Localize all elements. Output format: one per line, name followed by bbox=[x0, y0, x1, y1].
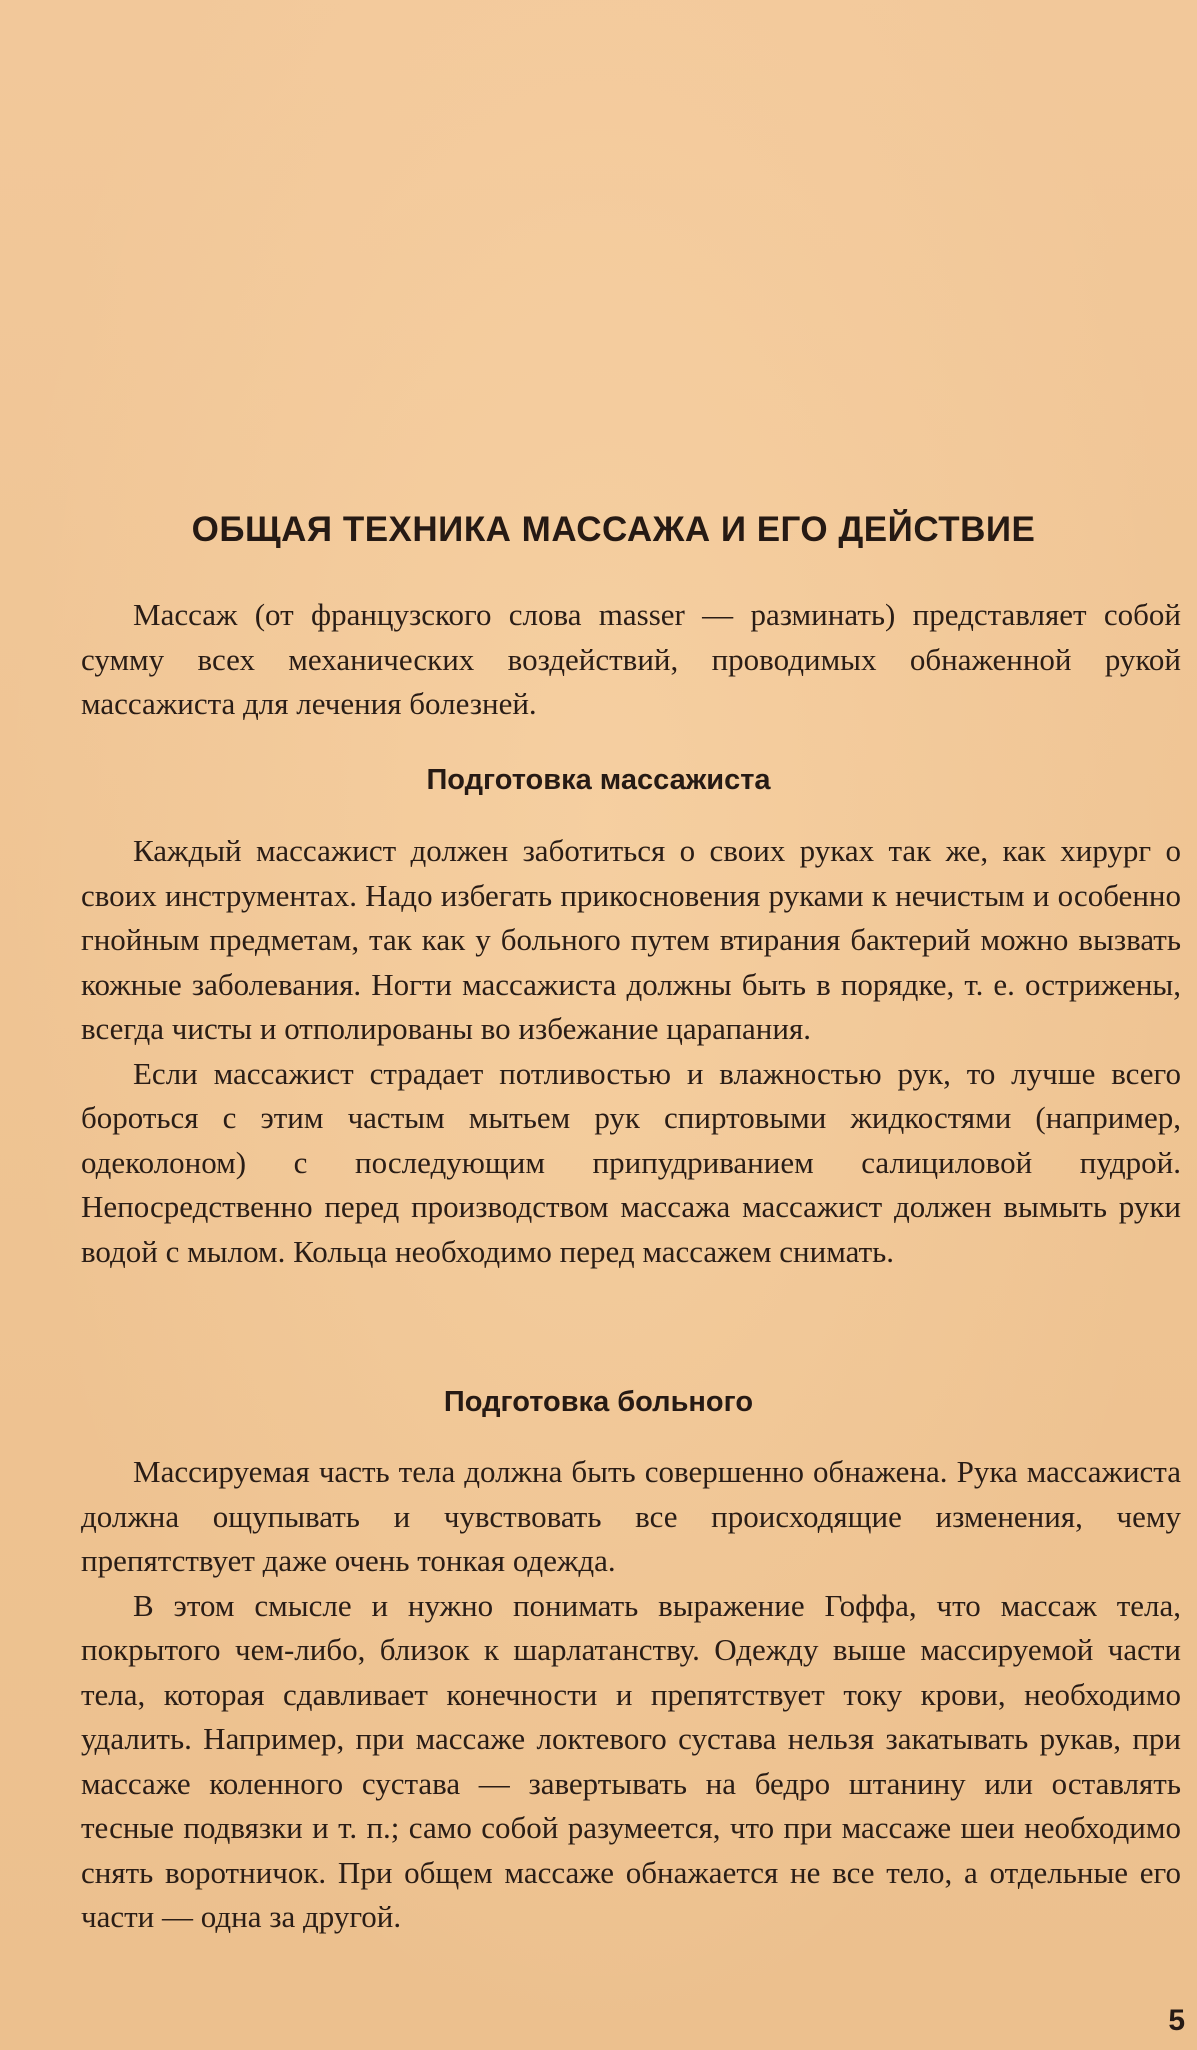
paragraph: Массируемая часть тела должна быть совершенно обнажена. Рука массажиста должна ощупывать и чувствовать все происходящие изменения, чему препятствует даже очень тонкая одежда. bbox=[81, 1454, 1181, 1578]
paragraph: В этом смысле и нужно понимать выражение Гоффа, что массаж тела, покрытого чем-либо, близок к шарлатанству. Одежду выше массируемой части тела, которая сдавливает конечности и препятствует току крови, необходимо удалить. Например, при массаже локтевого сустава нельзя закатывать рукав, при массаже коленного сустава — завертывать на бедро штанину или оставлять тесные подвязки и т. п.; само собой разумеется, что при массаже шеи необходимо снять воротничок. При общем массаже обнажается не все тело, а отдельные его части — одна за другой. bbox=[81, 1587, 1181, 1934]
paragraph: Если массажист страдает потливостью и влажностью рук, то лучше всего бороться с этим частым мытьем рук спиртовыми жидкостями (например, одеколоном) с последующим припудриванием салициловой пудрой. Непосредственно перед производством массажа массажист должен вымыть руки водой с мылом. Кольца необходимо перед массажем снимать. bbox=[81, 1055, 1181, 1269]
section-patient bbox=[81, 1450, 1181, 1940]
section-heading-patient: Подготовка больного bbox=[443, 1386, 754, 1418]
section-masseur bbox=[81, 829, 1181, 1274]
paragraph: Каждый массажист должен заботиться о своих руках так же, как хирург о своих инструментах. Надо избегать прикосновения руками к нечистым и особенно гнойным предметам, так как у больного путем втирания бактерий можно вызвать кожные заболевания. Ногти массажиста должны быть в порядке, т. е. острижены, всегда чисты и отполированы во избежание царапания. bbox=[81, 833, 1181, 1046]
section-heading-masseur: Подготовка массажиста bbox=[426, 764, 771, 796]
chapter-title: ОБЩАЯ ТЕХНИКА МАССАЖА И ЕГО ДЕЙСТВИЕ bbox=[191, 510, 1036, 549]
intro-paragraph: Массаж (от французского слова masser — разминать) представляет собой сумму всех механических воздействий, проводимых обнаженной рукой массажиста для лечения болезней. bbox=[81, 597, 1181, 721]
intro-block bbox=[81, 593, 1181, 727]
page-number: 5 bbox=[1168, 2004, 1185, 2037]
